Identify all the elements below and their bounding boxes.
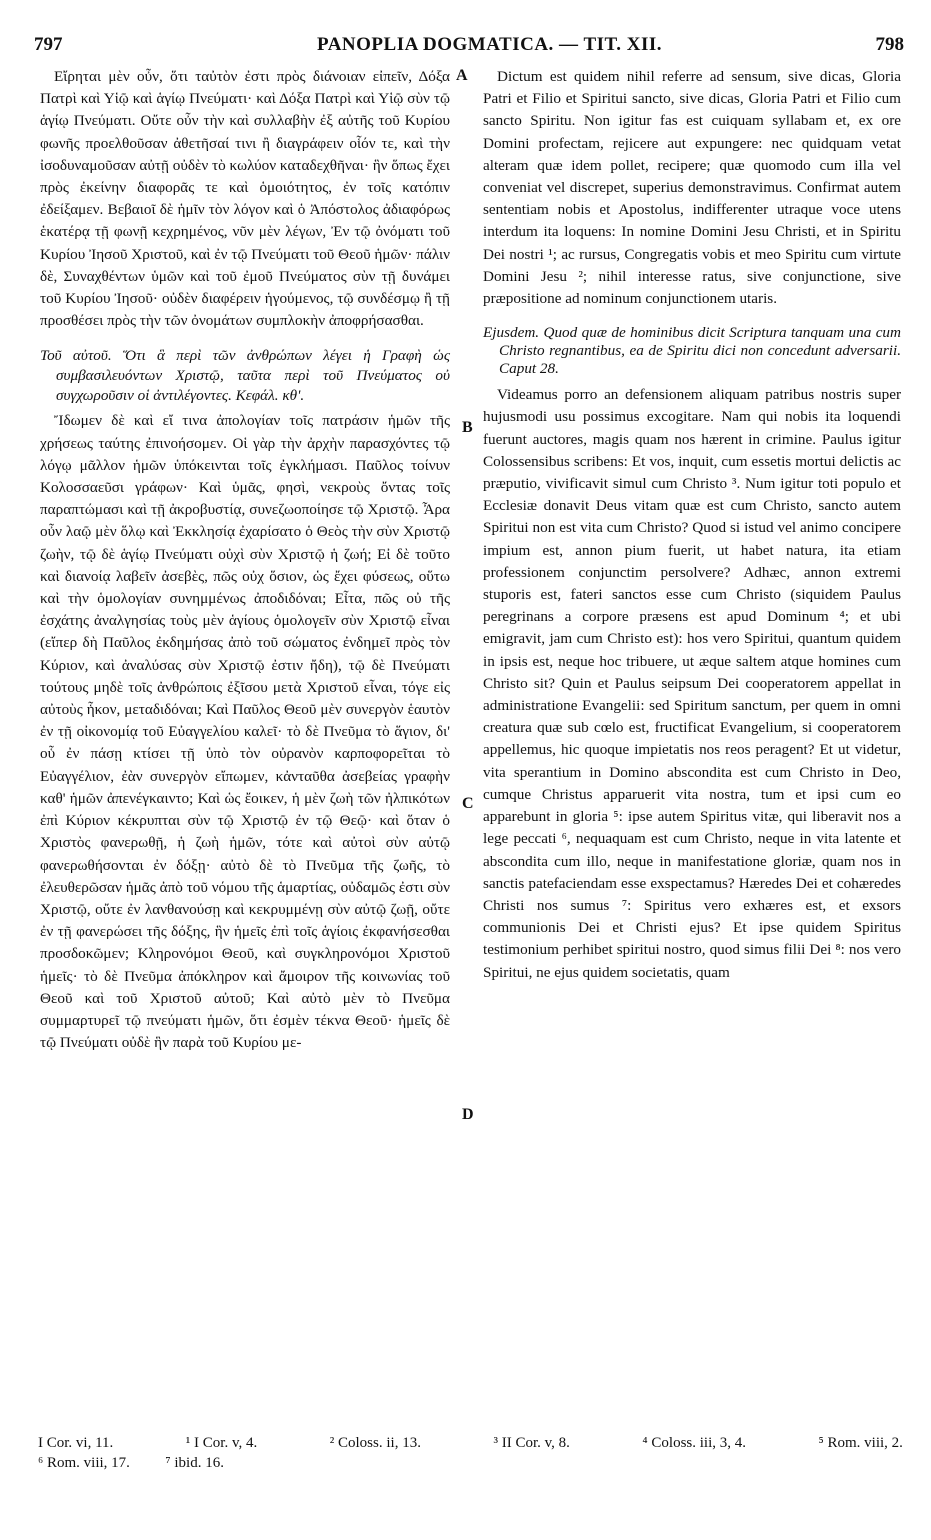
section-marker-c: C <box>462 795 474 812</box>
section-marker-a: A <box>456 67 468 84</box>
greek-column <box>40 66 450 1054</box>
footnote: ³ II Cor. v, 8. <box>493 1435 570 1451</box>
section-marker-b: B <box>462 419 473 436</box>
footnote: ⁵ Rom. viii, 2. <box>818 1435 903 1451</box>
greek-paragraph-2: Ἴδωμεν δὲ καὶ εἴ τινα ἀπολογίαν τοῖς πατράσιν ἡμῶν τῆς χρήσεως ταύτης ἐπινοήσομεν. Οἱ γὰρ τὴν ἀρχὴν παρασχόντες τῷ λόγῳ μᾶλλον ἡμῶν ὑπόκεινται τοῖς ἐγκλήμασι. Παῦλος τοίνυν Κολοσσαεῦσι γράφων· Καὶ ὑμᾶς, φησὶ, νεκροὺς ὄντας τοῖς παραπτώμασι καὶ τῇ ἀκροβυστίᾳ, συνεζωοποίησε τῷ Χριστῷ. Ἆρα οὖν λαῷ μὲν ὅλῳ καὶ Ἐκκλησίᾳ ἐχαρίσατο ὁ Θεὸς τὴν σὺν Χριστῷ ζωὴν, τῷ δὲ ἁγίῳ Πνεύματι οὐχὶ σὺν Χριστῷ ἡ ζωή; Εἰ δὲ τοῦτο καὶ διανοίᾳ λαβεῖν ἀσεβὲς, πῶς οὐχ ὅσιον, ὡς ἔχει φύσεως, οὕτω καὶ τὴν ὁμολογίαν συνημμένως ἀποδιδόναι; Εἶτα, πῶς οὐ τῆς ἐσχάτης ἀναλγησίας τοὺς μὲν ἁγίους ὁμολογεῖν σὺν Χριστῷ εἶναι (εἴπερ δὴ Παῦλος ἐκδημήσας ἀπὸ τοῦ σώματος ἐνδημεῖ πρὸς τὸν Κύριον, καὶ ἀναλύσας σὺν Χριστῷ ἐστιν ἤδη), τῷ δὲ Πνεύματι τούτους μηδὲ τοῖς ἀνθρώποις ἐξῖσου μετὰ Χριστοῦ εἶναι, τόγε εἰς αὐτοὺς ἧκον, μεταδιδόναι; Καὶ Παῦλος Θεοῦ μὲν συνεργὸν ἑαυτὸν ἐν τῇ οἰκονομίᾳ τοῦ Εὐαγγελίου καλεῖ· τὸ δὲ Πνεῦμα τὸ ἅγιον, δι' οὗ ἐν πάσῃ κτίσει τῇ ὑπὸ τὸν οὐρανὸν καρποφορεῖται τὸ Εὐαγγέλιον, ἐὰν συνεργὸν εἴπωμεν, κἀνταῦθα ἀσεβείας γραφὴν καθ' ἡμῶν ἀπενέγκαιντο; Καὶ ὡς ἔοικεν, ἡ μὲν ζωὴ τῶν ἠλπικότων ἐπὶ Κύριον κέκρυπται σὺν τῷ Χριστῷ ἐν τῷ Θεῷ· καὶ ὅταν ὁ Χριστὸς φανερωθῇ, ἡ ζωὴ ἡμῶν, τότε καὶ αὐτοὶ σὺν αὐτῷ φανερωθήσονται ἐν δόξῃ· αὐτὸ δὲ τὸ Πνεῦμα τῆς ζωῆς, τὸ ἐλευθερῶσαν ἡμᾶς ἀπὸ τοῦ νόμου τῆς ἁμαρτίας, οὐδαμῶς ἐστι σὺν Χριστῷ, οὔτε ἐν λανθανούσῃ καὶ κεκρυμμένῃ σὺν αὐτῷ ζωῇ, οὔτε ἐν τῇ φανερώσει τῆς δόξης, ἣν ἡμεῖς ἐπὶ τοῖς ἁγίοις ἐκφανήσεσθαι προσδοκῶμεν; Κληρονόμοι Θεοῦ, καὶ συγκληρονόμοι Χριστοῦ ἡμεῖς· τὸ δὲ Πνεῦμα ἀπόκληρον καὶ ἄμοιρον τῆς κοινωνίας τοῦ Θεοῦ καὶ τοῦ Χριστοῦ αὐτοῦ; Καὶ αὐτὸ μὲν τὸ Πνεῦμα συμμαρτυρεῖ τῷ πνεύματι ἡμῶν, ὅτι ἐσμὲν τέκνα Θεοῦ· ἡμεῖς δὲ τῷ Πνεύματι οὐδὲ ἣν παρὰ τοῦ Κυρίου με- <box>40 412 450 1052</box>
section-marker-d: D <box>462 1106 474 1123</box>
footnote: I Cor. vi, 11. <box>38 1435 114 1451</box>
latin-paragraph-2: Videamus porro an defensionem aliquam patribus nostris super hujusmodi usu possimus excogitare. Nam qui nobis ita loquendi fuerunt auctores, magis quam nos hærent in crimine. Paulus igitur Colossensibus scribens: Et vos, inquit, cum essetis mortui delictis ac præputio, vivificavit simul cum Christo ³. Num igitur toti populo et Ecclesiæ donavit Deus vitam quæ est cum Christo, sancto autem Spiritui non est vita cum Christo? Quod si istud vel animo concipere impium est, annon pium fuerit, ut habet natura, ita etiam professionem conjunctim persolvere? Adhæc, annon extremi stuporis est, fateri sanctos esse cum Christo (siquidem Paulus peregrinans a corpore præsens est apud Dominum ⁴; et ubi emigravit, jam cum Christo est): hos vero Spiritui, quantum quidem in ipsis est, neque hoc tribuere, ut æque saltem atque homines cum Christo sit? Quin et Paulus seipsum Dei cooperatorem appellat in administratione Evangelii: sed Spiritum sanctum, per quem in omni creatura quæ sub cœlo est, fructificat Evangelium, si cooperatorem appellemus, hic quoque impietatis nos reos peragent? Et ut videtur, vita sperantium in Domino abscondita est cum Christo in Deo, cumque Christus apparuerit vita nostra, tum et ipsi cum eo apparebunt in gloria ⁵: ipse autem Spiritus vitæ, qui liberavit nos a lege peccati ⁶, nequaquam est cum Christo, neque in vita latente et abscondita cum illo, neque in manifestatione gloriæ, quam nos in sanctis patefaciendam esse exspectamus? Hæredes Dei et cohæredes Christi nos sumus ⁷: Spiritus vero exhæres est, et exsors communionis Dei et Christi ejus? Et ipse quidem Spiritus testimonium perhibet spiritui nostro, quod simus filii Dei ⁸: nos vero Spiritui, ne ejus quidem societatis, quam <box>483 386 901 981</box>
running-title: PANOPLIA DOGMATICA. — TIT. XII. <box>317 34 663 55</box>
greek-paragraph-1: Εἴρηται μὲν οὖν, ὅτι ταὐτὸν ἐστι πρὸς διάνοιαν εἰπεῖν, Δόξα Πατρὶ καὶ Υἱῷ καὶ ἁγίῳ Πνεύματι· καὶ Δόξα Πατρὶ καὶ Υἱῷ σὺν τῷ ἁγίῳ Πνεύματι. Οὔτε οὖν τὴν καὶ συλλαβὴν ἐξ αὐτῆς τοῦ Κυρίου φωνῆς προελθοῦσαν ἀθετῆσαί τινι ἢ διαγράφειν οἷόν τε, καὶ τὴν ἰσοδυναμοῦσαν αὐτῇ οὐδὲν τὸ κωλύον καταδεχθῆναι· ἣν ὅπως ἔχει πρὸς ἐκείνην διαφορᾶς τε καὶ ὁμοιότητος, ἐν τοῖς κατόπιν ἐδείξαμεν. Βεβαιοῖ δὲ ἡμῖν τὸν λόγον καὶ ὁ Ἀπόστολος ἀδιαφόρως ἑκατέρᾳ τῇ φωνῇ κεχρημένος, νῦν μὲν λέγων, Ἐν τῷ ὀνόματι τοῦ Κυρίου Ἰησοῦ Χριστοῦ, καὶ ἐν τῷ Πνεύματι τοῦ Θεοῦ ἡμῶν· πάλιν δὲ, Συναχθέντων ὑμῶν καὶ τοῦ ἐμοῦ Πνεύματος σὺν τῇ δυνάμει τοῦ Κυρίου Ἰησοῦ· οὐδὲν διαφέρειν ἡγούμενος, τῷ συνδέσμῳ ἢ τῇ προσθέσει πρὸς τὴν τῶν ὀνομάτων συμπλοκὴν ἀποφρήσασθαι. <box>40 68 450 330</box>
footnote: ⁴ Coloss. iii, 3, 4. <box>642 1435 747 1451</box>
latin-column <box>483 66 901 984</box>
footnote: ¹ I Cor. v, 4. <box>185 1435 258 1451</box>
latin-paragraph-1: Dictum est quidem nihil referre ad sensum, sive dicas, Gloria Patri et Filio et Spiritui sancto, sive dicas, Gloria Patri et Filio cum sancto Spiritu. Non igitur fas est cuiquam syllabam et, ex ore Domini profectam, rejicere aut expungere: nec quidquam vetat alteram quæ idem pollet, recipere; quæ quomodo cum illa vel conveniat vel discrepet, superius demonstravimus. Confirmat autem sententiam nobis et Apostolus, indifferenter utraque voce utens interdum ita loquens: In nomine Domini Jesu Christi, et in Spiritu Dei nostri ¹; ac rursus, Congregatis vobis et meo Spiritu cum virtute Domini Jesu ²; nihil interesse ratus, sive conjunctione, sive præpositione ad nominum conjunctionem utaris. <box>483 68 901 308</box>
latin-chapter-title: Ejusdem. Quod quæ de hominibus dicit Scriptura tanquam una cum Christo regnantibus, ea de Spiritu dici non concedunt adversarii. Caput 28. <box>483 324 901 378</box>
footnote-line-2 <box>38 1453 903 1473</box>
page-number-right: 798 <box>875 34 904 55</box>
footnote: ² Coloss. ii, 13. <box>329 1435 421 1451</box>
footnote-line-1 <box>38 1433 903 1453</box>
page-number-left: 797 <box>34 34 63 55</box>
greek-chapter-title: Τοῦ αὐτοῦ. Ὅτι ἃ περὶ τῶν ἀνθρώπων λέγει ἡ Γραφὴ ὡς συμβασιλευόντων Χριστῷ, ταῦτα περὶ τοῦ Πνεύματος οὐ συγχωροῦσιν οἱ ἀντιλέγοντες. Κεφάλ. κθ'. <box>40 347 450 405</box>
footnote: ⁷ ibid. 16. <box>165 1455 224 1471</box>
page-header <box>34 34 904 60</box>
footnotes <box>38 1433 903 1473</box>
footnote: ⁶ Rom. viii, 17. <box>38 1455 130 1471</box>
